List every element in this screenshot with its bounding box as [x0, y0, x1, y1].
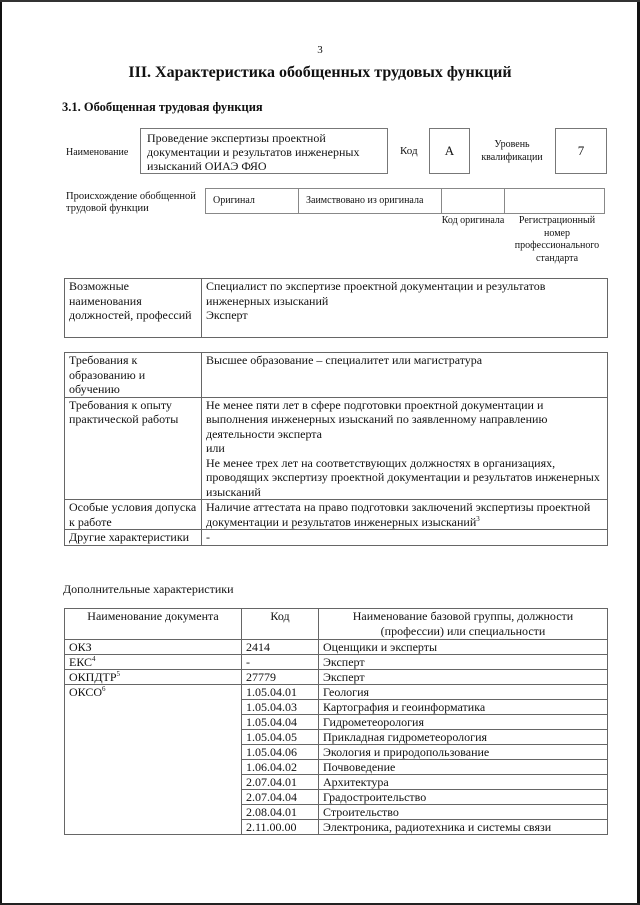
requirements-table	[64, 352, 608, 546]
footnote-marker: 3	[476, 514, 480, 523]
doc-code: -	[242, 655, 319, 670]
table-header-row	[65, 609, 608, 640]
post-title: Специалист по экспертизе проектной документации и результатов инженерных изысканий	[206, 279, 546, 308]
posts-label: Возможные наименования должностей, профессий	[65, 279, 202, 338]
page-number: 3	[317, 44, 323, 56]
okso-name: Почвоведение	[319, 760, 608, 775]
origin-reg-number-cell	[504, 189, 605, 213]
experience-value	[202, 397, 608, 500]
origin-borrowed-cell: Заимствовано из оригинала	[298, 189, 441, 213]
okso-name: Электроника, радиотехника и системы связи	[319, 820, 608, 835]
doc-code: 27779	[242, 670, 319, 685]
scan-border-top	[0, 0, 640, 2]
scan-border-left	[0, 0, 2, 905]
function-code-box: А	[429, 128, 470, 174]
okso-code: 2.07.04.01	[242, 775, 319, 790]
table-row	[65, 685, 608, 700]
okso-code: 2.11.00.00	[242, 820, 319, 835]
doc-code: 2414	[242, 640, 319, 655]
origin-original-cell: Оригинал	[205, 189, 298, 213]
table-row	[65, 500, 608, 530]
admission-label: Особые условия допуска к работе	[65, 500, 202, 530]
group-name: Оценщики и эксперты	[319, 640, 608, 655]
okso-code: 1.05.04.06	[242, 745, 319, 760]
qualification-level-label: Уровень квалификации	[481, 139, 543, 163]
column-header: Код	[242, 609, 319, 640]
okso-code: 2.08.04.01	[242, 805, 319, 820]
admission-text: Наличие аттестата на право подготовки заключений экспертизы проектной документации и результатов инженерных изысканий	[206, 500, 591, 529]
origin-row	[205, 188, 605, 214]
doc-name: ОКПДТР$^5$	[65, 670, 242, 685]
qualification-level-box: 7	[555, 128, 607, 174]
extra-characteristics-title: Дополнительные характеристики	[63, 582, 234, 596]
extra-characteristics-table	[64, 608, 608, 835]
posts-values	[202, 279, 608, 338]
other-label: Другие характеристики	[65, 530, 202, 546]
okso-doc-name: ОКСО$^6$	[65, 685, 242, 835]
okso-name: Гидрометеорология	[319, 715, 608, 730]
origin-code-cell	[441, 189, 504, 213]
okso-code: 1.05.04.03	[242, 700, 319, 715]
education-label: Требования к образованию и обучению	[65, 353, 202, 398]
doc-name: ЕКС$^4$	[65, 655, 242, 670]
table-row	[65, 640, 608, 655]
other-value: -	[202, 530, 608, 546]
doc-name: ОКЗ	[65, 640, 242, 655]
table-row	[65, 353, 608, 398]
okso-code: 1.06.04.02	[242, 760, 319, 775]
table-row	[65, 655, 608, 670]
okso-name: Экология и природопользование	[319, 745, 608, 760]
name-label: Наименование	[66, 147, 129, 158]
group-name: Эксперт	[319, 655, 608, 670]
okso-name: Градостроительство	[319, 790, 608, 805]
okso-name: Прикладная гидрометеорология	[319, 730, 608, 745]
origin-code-caption: Код оригинала	[441, 215, 505, 226]
okso-code: 2.07.04.04	[242, 790, 319, 805]
okso-name: Архитектура	[319, 775, 608, 790]
okso-code: 1.05.04.05	[242, 730, 319, 745]
education-value: Высшее образование – специалитет или магистратура	[202, 353, 608, 398]
experience-line: Не менее пяти лет в сфере подготовки проектной документации и выполнения инженерных изысканий по заявленному направлению деятельности эксперта	[206, 397, 548, 441]
table-row	[65, 279, 608, 338]
okso-name: Строительство	[319, 805, 608, 820]
okso-name: Геология	[319, 685, 608, 700]
column-header: Наименование документа	[65, 609, 242, 640]
code-label: Код	[400, 145, 418, 157]
column-header: Наименование базовой группы, должности (профессии) или специальности	[319, 609, 608, 640]
origin-label: Происхождение обобщенной трудовой функции	[66, 191, 196, 214]
experience-label: Требования к опыту практической работы	[65, 397, 202, 500]
okso-code: 1.05.04.01	[242, 685, 319, 700]
table-row	[65, 530, 608, 546]
okso-code: 1.05.04.04	[242, 715, 319, 730]
origin-reg-caption: Регистрационный номер профессионального стандарта	[514, 215, 600, 264]
experience-line: или	[206, 441, 225, 455]
function-name-box: Проведение экспертизы проектной документации и результатов инженерных изысканий ОИАЭ ФЯО	[140, 128, 388, 174]
table-row	[65, 670, 608, 685]
group-name: Эксперт	[319, 670, 608, 685]
table-row	[65, 397, 608, 500]
subsection-title: 3.1. Обобщенная трудовая функция	[62, 100, 263, 114]
experience-line: Не менее трех лет на соответствующих должностях в организациях, проводящих экспертизу проектной документации и результатов инженерных изысканий	[206, 455, 600, 499]
post-title: Эксперт	[206, 308, 248, 322]
okso-name: Картография и геоинформатика	[319, 700, 608, 715]
page-title: III. Характеристика обобщенных трудовых функций	[128, 64, 512, 81]
admission-value	[202, 500, 608, 530]
posts-table	[64, 278, 608, 338]
